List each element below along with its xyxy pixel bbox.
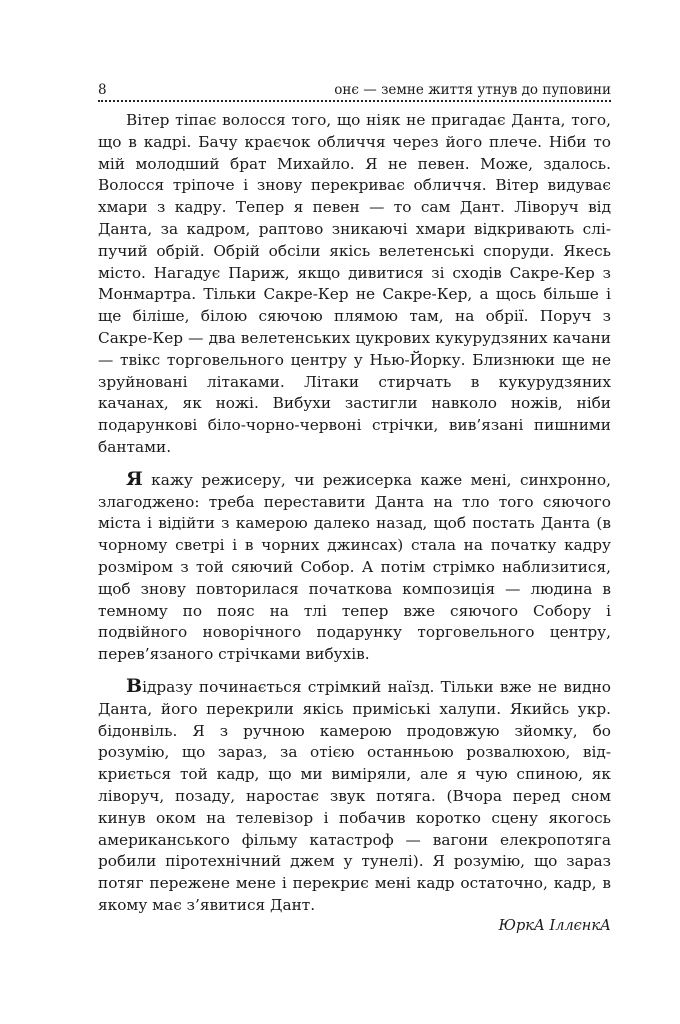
author-signature: ЮркА ІллєнкА (498, 918, 611, 934)
running-title: онє — земне життя утнув до пуповини (334, 82, 611, 98)
page-number: 8 (98, 82, 107, 98)
paragraph-text: кажу режисеру, чи режисерка каже мені, синхронно, злагоджено: треба переставити Данта на тло того сяючого міста і відійти з камерою далеко назад, щоб постать Данта (в чорному светрі і в чорних джинсах) стала на початку кадру розміром з той сяючий Собор. А потім стрімко наблизитися, щоб знову повторилася початкова композиція — людина в темному по пояс на тлі тепер вже сяючого Собору і подвійного новорічного подарунку торговельного центру, перев’язаного стрічками вибухів. (98, 470, 611, 664)
bold-initial: Я (126, 467, 143, 490)
dotted-header-rule (98, 100, 611, 102)
body-text (98, 110, 611, 917)
paragraph-2 (98, 469, 611, 666)
paragraph-3 (98, 676, 611, 917)
running-head (98, 80, 611, 100)
bold-initial: В (126, 674, 143, 697)
paragraph-text: ідразу починається стрімкий наїзд. Тільки вже не видно Данта, його перекрили якісь приміські халупи. Якийсь укр. бідонвіль. Я з ручною камерою продовжую зйомку, бо розумію, що зараз, за отією останньою розвалюхою, відкриється той кадр, що ми виміряли, але я чую спиною, як ліворуч, позаду, наростає звук потяга. (Вчора перед сном кинув оком на телевізор і побачив коротко сцену якогось американського фільму катастроф — вагони елекропотяга робили піротехнічний джем у тунелі). Я розумію, що зараз потяг пережене мене і перекриє мені кадр остаточно, кадр, в якому має з’явитися Дант. (98, 677, 611, 914)
paragraph-1 (98, 110, 611, 459)
paragraph-text: Вітер тіпає волосся того, що ніяк не пригадає Данта, того, що в кадрі. Бачу краєчок обличчя через його плече. Ніби то мій молодший брат Михайло. Я не певен. Може, здалось. Волосся тріпоче і знову перекриває обличчя. Вітер видуває хмари з кадру. Тепер я певен — то сам Дант. Ліворуч від Данта, за кадром, раптово зникаючі хмари відкривають сліпучий обрій. Обрій обсіли якісь велетенські споруди. Якесь місто. Нагадує Париж, якщо дивитися зі сходів Сакре-Кер з Монмартра. Тільки Сакре-Кер не Сакре-Кер, а щось більше і ще біліше, білою сяючою плямою там, на обрії. Поруч з Сакре-Кер — два велетенських цукрових кукурудзяних качани — твікс торговельного центру у Нью-Йорку. Близнюки ще не зруйновані літаками. Літаки стирчать в кукурудзяних качанах, як ножі. Вибухи застигли навколо ножів, ніби подарункові біло-чорно-червоні стрічки, вив’язані пишними бантами. (98, 111, 611, 456)
